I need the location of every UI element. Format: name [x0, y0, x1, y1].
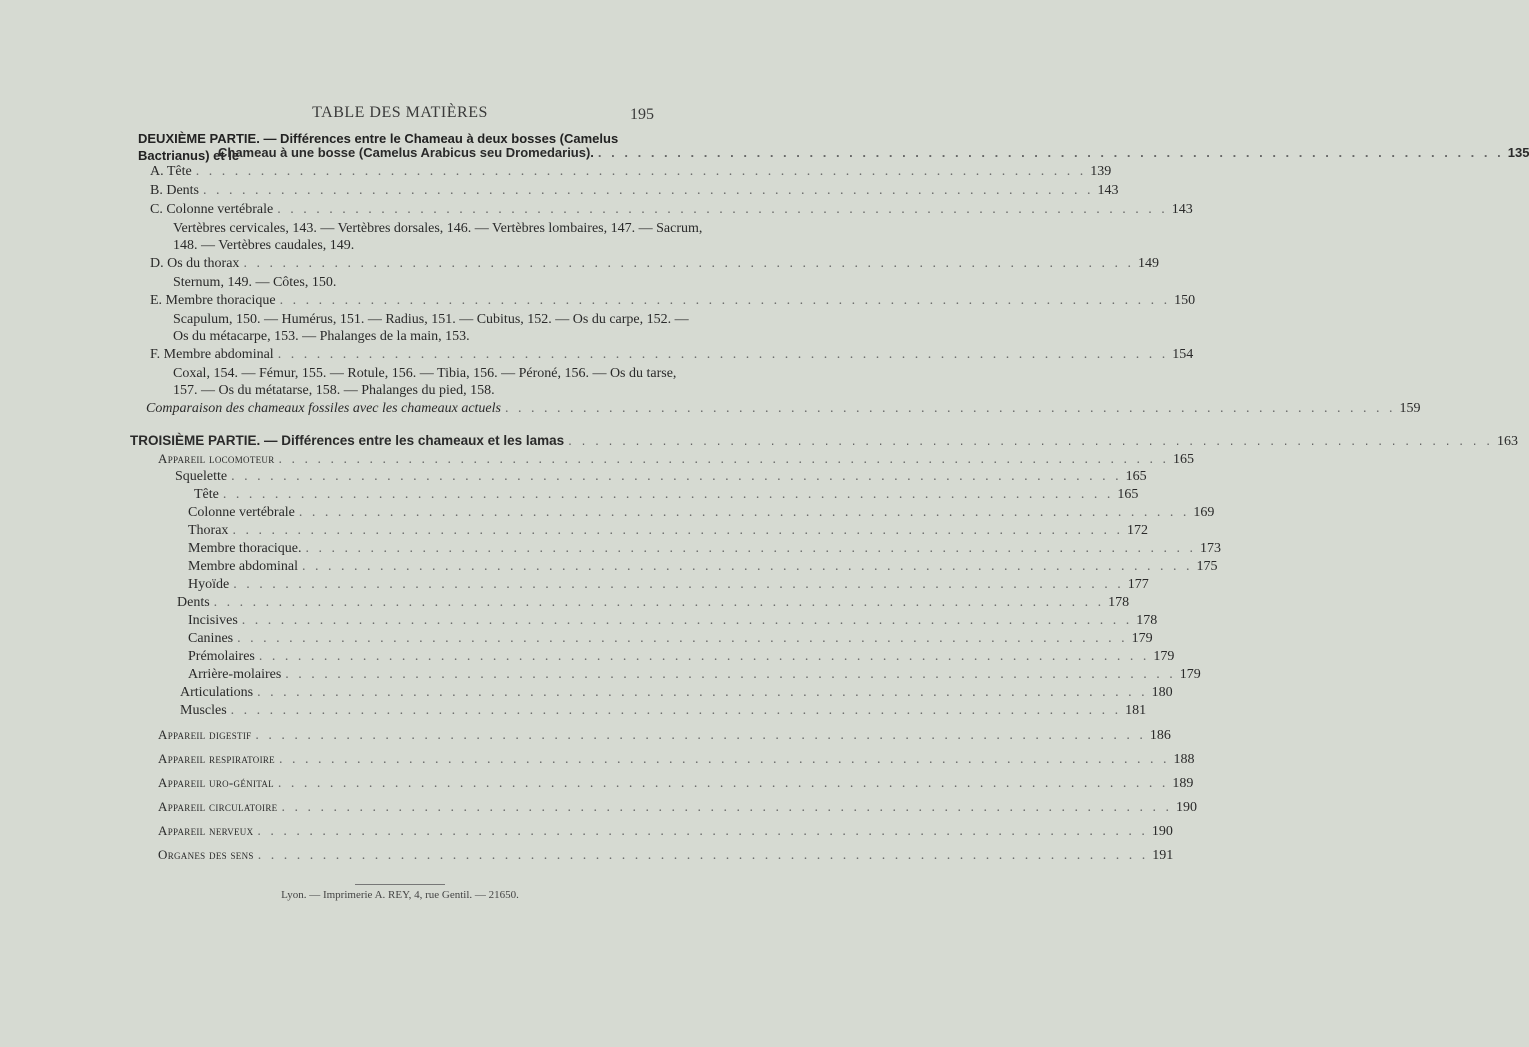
toc-entry-label: Canines [188, 631, 234, 646]
leader-dots: . . . . . . . . . . . . . . . . . . . . . . . . . . . . . . . . . . . . . . . . . . . . . . . . . . . . . . . . . . . . . . . . . . . . . [232, 523, 1123, 538]
toc-entry [150, 256, 1159, 274]
leader-dots: . . . . . . . . . . . . . . . . . . . . . . . . . . . . . . . . . . . . . . . . . . . . . . . . . . . . . . . . . . . . . . . . . . . . . [241, 613, 1133, 628]
toc-entry [158, 751, 1195, 769]
toc-entry-label: Prémolaires [188, 649, 255, 664]
leader-dots: . . . . . . . . . . . . . . . . . . . . . . . . . . . . . . . . . . . . . . . . . . . . . . . . . . . . . . . . . . . . . . . . . . . . . [278, 452, 1170, 467]
leader-dots: . . . . . . . . . . . . . . . . . . . . . . . . . . . . . . . . . . . . . . . . . . . . . . . . . . . . . . . . . . . . . . . . . . . . . [255, 728, 1146, 743]
toc-entry-page: 165 [1117, 487, 1139, 502]
toc-entry-page: 150 [1174, 293, 1196, 308]
toc-entry-label: Appareil nerveux [158, 823, 254, 838]
toc-entry-page: 173 [1200, 541, 1222, 556]
toc-entry-label: Incisives [188, 613, 238, 628]
leader-dots: . . . . . . . . . . . . . . . . . . . . . . . . . . . . . . . . . . . . . . . . . . . . . . . . . . . . . . . . . . . . . . . . . . . . . [277, 776, 1169, 791]
toc-entry-page: 139 [1090, 164, 1112, 179]
page-number: 195 [630, 106, 654, 123]
toc-entry-page: 154 [1172, 347, 1194, 362]
part2-heading2-page: 135 [1507, 145, 1529, 160]
part3-heading [130, 433, 1519, 451]
leader-dots: . . . . . . . . . . . . . . . . . . . . . . . . . . . . . . . . . . . . . . . . . . . . . . . . . . . . . . . . . . . . . . . . . . . . . [597, 145, 1504, 160]
toc-entry-page: 175 [1196, 559, 1218, 574]
toc-entry [158, 775, 1194, 793]
footer-rule [355, 884, 445, 885]
part2-heading-line2 [218, 145, 1529, 163]
subentries-thorax: Sternum, 149. — Côtes, 150. [173, 275, 337, 290]
toc-entry-label: Appareil uro-génital [158, 775, 274, 790]
toc-entry-page: 172 [1126, 523, 1148, 538]
toc-entry-label: Appareil digestif [158, 727, 252, 742]
toc-entry-label: Muscles [180, 703, 227, 718]
toc-entry [188, 577, 1149, 595]
leader-dots: . . . . . . . . . . . . . . . . . . . . . . . . . . . . . . . . . . . . . . . . . . . . . . . . . . . . . . . . . . . . . . . . . . . . . [258, 649, 1150, 664]
subentries-vertebrae-2: 148. — Vertèbres caudales, 149. [173, 238, 355, 253]
leader-dots: . . . . . . . . . . . . . . . . . . . . . . . . . . . . . . . . . . . . . . . . . . . . . . . . . . . . . . . . . . . . . . . . . . . . . [285, 667, 1176, 682]
toc-entry-page: 186 [1149, 728, 1171, 743]
toc-entry-page: 179 [1153, 649, 1175, 664]
toc-entry-label: Appareil respiratoire [158, 751, 275, 766]
leader-dots: . . . . . . . . . . . . . . . . . . . . . . . . . . . . . . . . . . . . . . . . . . . . . . . . . . . . . . . . . . . . . . . . . . . . . [277, 347, 1169, 362]
leader-dots: . . . . . . . . . . . . . . . . . . . . . . . . . . . . . . . . . . . . . . . . . . . . . . . . . . . . . . . . . . . . . . . . . . . . . [279, 293, 1171, 308]
toc-entry-page: 165 [1173, 452, 1195, 467]
leader-dots: . . . . . . . . . . . . . . . . . . . . . . . . . . . . . . . . . . . . . . . . . . . . . . . . . . . . . . . . . . . . . . . . . . . . . [233, 577, 1124, 592]
toc-entry [150, 183, 1119, 201]
leader-dots: . . . . . . . . . . . . . . . . . . . . . . . . . . . . . . . . . . . . . . . . . . . . . . . . . . . . . . . . . . . . . . . . . . . . . [195, 164, 1087, 179]
toc-entry [150, 164, 1112, 182]
leader-dots: . . . . . . . . . . . . . . . . . . . . . . . . . . . . . . . . . . . . . . . . . . . . . . . . . . . . . . . . . . . . . . . . . . . . . [504, 401, 1396, 416]
toc-entry [180, 685, 1173, 703]
toc-entry-label: Hyoïde [188, 577, 230, 592]
leader-dots: . . . . . . . . . . . . . . . . . . . . . . . . . . . . . . . . . . . . . . . . . . . . . . . . . . . . . . . . . . . . . . . . . . . . . [222, 487, 1114, 502]
toc-entry-label: Appareil locomoteur [158, 451, 275, 466]
part2-heading: DEUXIÈME PARTIE. — Différences entre le Chameau à deux bosses (Camelus Bactrianus) et le [138, 131, 619, 163]
toc-entry [158, 451, 1195, 469]
toc-entry-label: Squelette [175, 469, 228, 484]
toc-entry [188, 649, 1175, 667]
toc-entry [188, 559, 1218, 577]
toc-entry-page: 180 [1151, 685, 1173, 700]
toc-entry-page: 178 [1108, 595, 1130, 610]
toc-entry-label: Comparaison des chameaux fossiles avec les chameaux actuels [146, 401, 501, 416]
toc-entry [194, 487, 1139, 505]
toc-entry-label: B. Dents [150, 183, 199, 198]
leader-dots: . . . . . . . . . . . . . . . . . . . . . . . . . . . . . . . . . . . . . . . . . . . . . . . . . . . . . . . . . . . . . . . . . . . . . [243, 256, 1134, 271]
toc-entry-label: F. Membre abdominal [150, 347, 274, 362]
toc-entry-page: 188 [1173, 752, 1195, 767]
subentries-abdominal-limb-2: 157. — Os du métatarse, 158. — Phalanges du pied, 158. [173, 383, 495, 398]
toc-entry [180, 703, 1147, 721]
subentries-thoracic-limb-1: Scapulum, 150. — Humérus, 151. — Radius, 151. — Cubitus, 152. — Os du carpe, 152. — [173, 312, 689, 327]
leader-dots: . . . . . . . . . . . . . . . . . . . . . . . . . . . . . . . . . . . . . . . . . . . . . . . . . . . . . . . . . . . . . . . . . . . . . [281, 800, 1172, 815]
leader-dots: . . . . . . . . . . . . . . . . . . . . . . . . . . . . . . . . . . . . . . . . . . . . . . . . . . . . . . . . . . . . . . . . . . . . . [298, 505, 1190, 520]
toc-entry-page: 165 [1125, 469, 1147, 484]
toc-entry-label: Membre thoracique. [188, 541, 302, 556]
toc-entry-page: 190 [1151, 824, 1173, 839]
toc-entry-label: Dents [177, 595, 210, 610]
toc-entry [188, 505, 1215, 523]
toc-entry [188, 523, 1148, 541]
toc-entry-page: 191 [1152, 848, 1174, 863]
toc-entry [188, 631, 1153, 649]
toc-entry-label: C. Colonne vertébrale [150, 202, 274, 217]
toc-entry [158, 847, 1174, 865]
toc-entry [188, 667, 1201, 685]
leader-dots: . . . . . . . . . . . . . . . . . . . . . . . . . . . . . . . . . . . . . . . . . . . . . . . . . . . . . . . . . . . . . . . . . . . . . [257, 848, 1149, 863]
leader-dots: . . . . . . . . . . . . . . . . . . . . . . . . . . . . . . . . . . . . . . . . . . . . . . . . . . . . . . . . . . . . . . . . . . . . . [257, 685, 1148, 700]
toc-entry-page: 179 [1131, 631, 1153, 646]
leader-dots: . . . . . . . . . . . . . . . . . . . . . . . . . . . . . . . . . . . . . . . . . . . . . . . . . . . . . . . . . . . . . . . . . . . . . [213, 595, 1105, 610]
part3-heading-page: 163 [1497, 434, 1519, 449]
toc-entry [158, 799, 1197, 817]
printer-imprint: Lyon. — Imprimerie A. REY, 4, rue Gentil. — 21650. [281, 889, 519, 901]
toc-entry-page: 179 [1179, 667, 1201, 682]
toc-entry [158, 727, 1171, 745]
toc-entry [150, 347, 1194, 365]
leader-dots: . . . . . . . . . . . . . . . . . . . . . . . . . . . . . . . . . . . . . . . . . . . . . . . . . . . . . . . . . . . . . . . . . . . . . [203, 183, 1094, 198]
toc-entry-page: 189 [1172, 776, 1194, 791]
leader-dots: . . . . . . . . . . . . . . . . . . . . . . . . . . . . . . . . . . . . . . . . . . . . . . . . . . . . . . . . . . . . . . . . . . . . . [568, 433, 1494, 448]
toc-entry-label: Thorax [188, 523, 229, 538]
toc-entry-page: 190 [1175, 800, 1197, 815]
toc-entry [188, 613, 1158, 631]
toc-entry-label: Tête [194, 487, 219, 502]
part3-heading-label: TROISIÈME PARTIE. — Différences entre les chameaux et les lamas [130, 433, 565, 448]
leader-dots: . . . . . . . . . . . . . . . . . . . . . . . . . . . . . . . . . . . . . . . . . . . . . . . . . . . . . . . . . . . . . . . . . . . . . [277, 202, 1168, 217]
leader-dots: . . . . . . . . . . . . . . . . . . . . . . . . . . . . . . . . . . . . . . . . . . . . . . . . . . . . . . . . . . . . . . . . . . . . . [231, 469, 1122, 484]
toc-entry-page: 178 [1136, 613, 1158, 628]
page-header-title: TABLE DES MATIÈRES [312, 104, 488, 121]
toc-entry-page: 143 [1097, 183, 1119, 198]
toc-entry [177, 595, 1130, 613]
toc-entry-comparison [146, 401, 1421, 419]
leader-dots: . . . . . . . . . . . . . . . . . . . . . . . . . . . . . . . . . . . . . . . . . . . . . . . . . . . . . . . . . . . . . . . . . . . . . [278, 752, 1170, 767]
toc-entry-label: Arrière-molaires [188, 667, 282, 682]
toc-entry [158, 823, 1173, 841]
subentries-abdominal-limb-1: Coxal, 154. — Fémur, 155. — Rotule, 156. — Tibia, 156. — Péroné, 156. — Os du tarse, [173, 366, 677, 381]
leader-dots: . . . . . . . . . . . . . . . . . . . . . . . . . . . . . . . . . . . . . . . . . . . . . . . . . . . . . . . . . . . . . . . . . . . . . [230, 703, 1122, 718]
toc-entry-label: A. Tête [150, 164, 192, 179]
toc-entry-page: 149 [1137, 256, 1159, 271]
toc-entry-label: Colonne vertébrale [188, 505, 295, 520]
toc-entry-label: Organes des sens [158, 847, 254, 862]
toc-entry-label: Appareil circulatoire [158, 799, 278, 814]
toc-entry-page: 181 [1125, 703, 1147, 718]
leader-dots: . . . . . . . . . . . . . . . . . . . . . . . . . . . . . . . . . . . . . . . . . . . . . . . . . . . . . . . . . . . . . . . . . . . . . [305, 541, 1197, 556]
leader-dots: . . . . . . . . . . . . . . . . . . . . . . . . . . . . . . . . . . . . . . . . . . . . . . . . . . . . . . . . . . . . . . . . . . . . . [237, 631, 1128, 646]
toc-entry-page: 169 [1193, 505, 1215, 520]
toc-entry [188, 541, 1222, 559]
toc-entry-label: D. Os du thorax [150, 256, 240, 271]
toc-entry-page: 177 [1127, 577, 1149, 592]
subentries-thoracic-limb-2: Os du métacarpe, 153. — Phalanges de la main, 153. [173, 329, 470, 344]
toc-entry-label: Articulations [180, 685, 254, 700]
toc-entry-label: Membre abdominal [188, 559, 299, 574]
toc-entry-page: 159 [1399, 401, 1421, 416]
leader-dots: . . . . . . . . . . . . . . . . . . . . . . . . . . . . . . . . . . . . . . . . . . . . . . . . . . . . . . . . . . . . . . . . . . . . . [302, 559, 1193, 574]
part2-heading2-label: Chameau à une bosse (Camelus Arabicus seu Dromedarius). [218, 145, 594, 160]
toc-entry [175, 469, 1147, 487]
toc-entry-label: E. Membre thoracique [150, 293, 276, 308]
toc-entry-page: 143 [1171, 202, 1193, 217]
toc-entry [150, 293, 1196, 311]
subentries-vertebrae-1: Vertèbres cervicales, 143. — Vertèbres dorsales, 146. — Vertèbres lombaires, 147. — Sacrum, [173, 221, 703, 236]
toc-entry [150, 202, 1193, 220]
leader-dots: . . . . . . . . . . . . . . . . . . . . . . . . . . . . . . . . . . . . . . . . . . . . . . . . . . . . . . . . . . . . . . . . . . . . . [257, 824, 1148, 839]
